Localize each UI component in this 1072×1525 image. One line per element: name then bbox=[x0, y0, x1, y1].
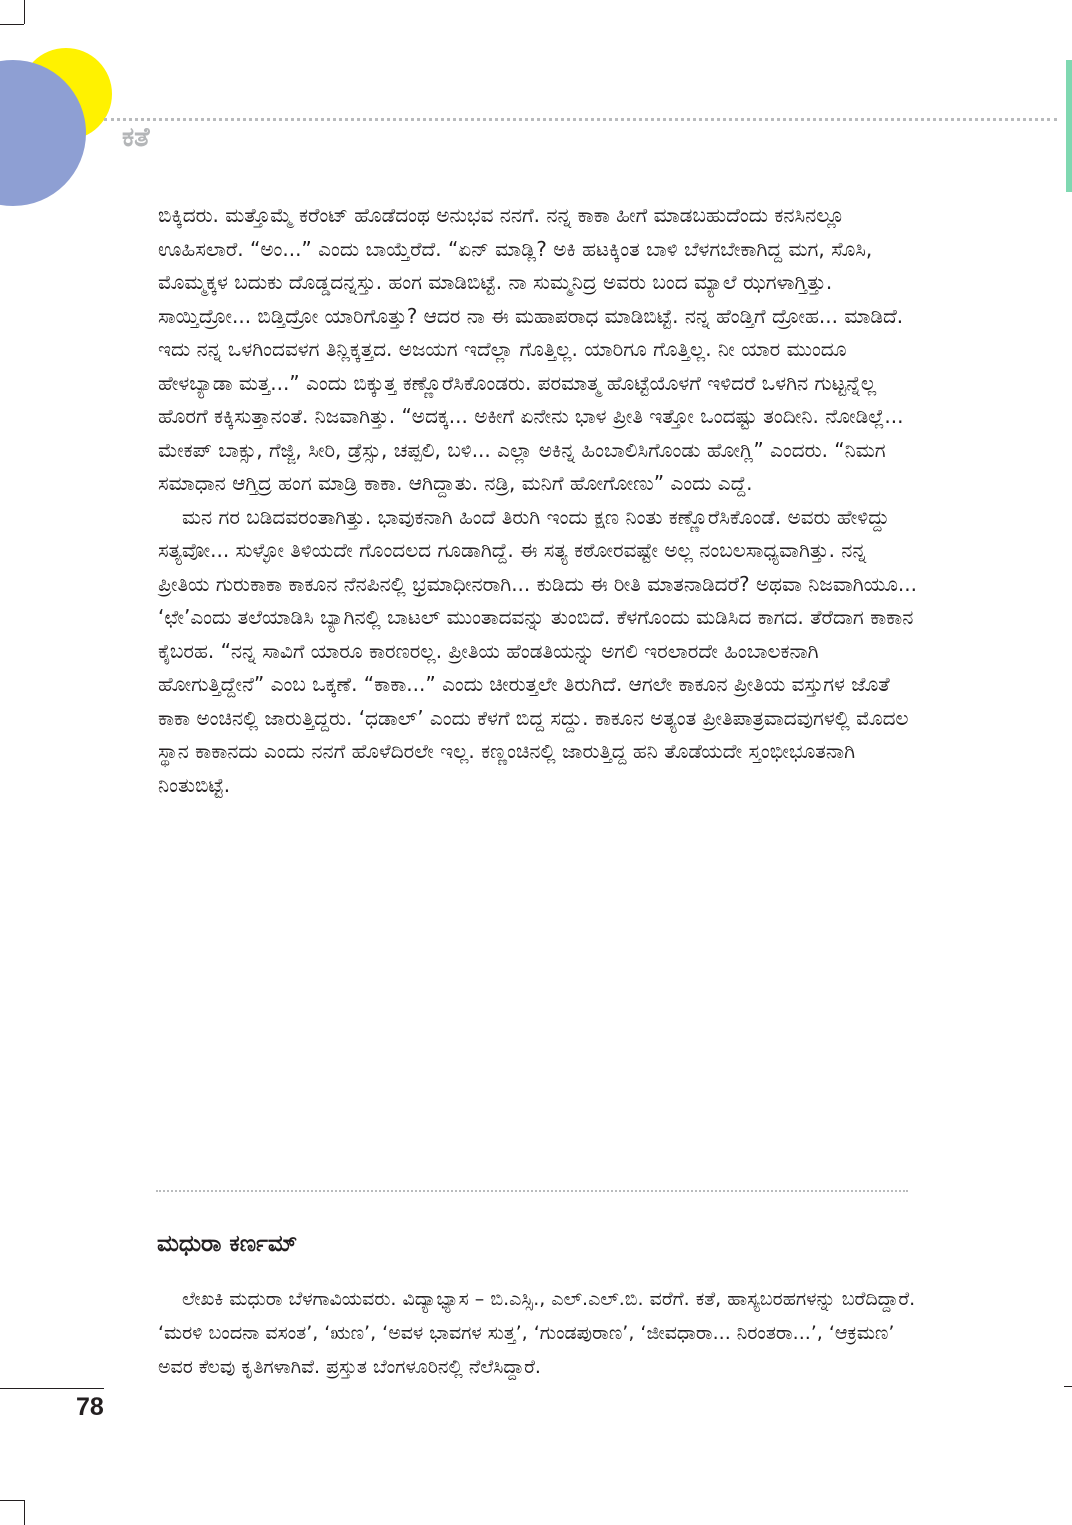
crop-mark-bottom-left-vertical bbox=[24, 1500, 25, 1525]
section-label: ಕತೆ bbox=[122, 122, 150, 153]
decorative-green-bar bbox=[1066, 60, 1072, 192]
crop-mark-top-left-horizontal bbox=[0, 24, 24, 25]
crop-mark-bottom-left-horizontal bbox=[0, 1500, 24, 1501]
story-paragraph: ಮನ ಗರ ಬಡಿದವರಂತಾಗಿತ್ತು. ಭಾವುಕನಾಗಿ ಹಿಂದೆ ತಿರುಗಿ ಇಂದು ಕ್ಷಣ ನಿಂತು ಕಣ್ಣೊರೆಸಿಕೊಂಡೆ. ಅವರು ಹೇಳಿದ್ದು ಸತ್ಯವೋ... ಸುಳ್ಳೋ ತಿಳಿಯದೇ ಗೊಂದಲದ ಗೂಡಾಗಿದ್ದೆ. ಈ ಸತ್ಯ ಕಠೋರವಷ್ಟೇ ಅಲ್ಲ ನಂಬಲಸಾಧ್ಯವಾಗಿತ್ತು. ನನ್ನ ಪ್ರೀತಿಯ ಗುರುಕಾಕಾ ಕಾಕೂನ ನೆನಪಿನಲ್ಲಿ ಭ್ರಮಾಧೀನರಾಗಿ... ಕುಡಿದು ಈ ರೀತಿ ಮಾತನಾಡಿದರೆ? ಅಥವಾ ನಿಜವಾಗಿಯೂ... ‘ಛೇ’ಎಂದು ತಲೆಯಾಡಿಸಿ ಬ್ಯಾಗಿನಲ್ಲಿ ಬಾಟಲ್ ಮುಂತಾದವನ್ನು ತುಂಬಿದೆ. ಕೆಳಗೊಂದು ಮಡಿಸಿದ ಕಾಗದ. ತೆರೆದಾಗ ಕಾಕಾನ ಕೈಬರಹ. “ನನ್ನ ಸಾವಿಗೆ ಯಾರೂ ಕಾರಣರಲ್ಲ. ಪ್ರೀತಿಯ ಹೆಂಡತಿಯನ್ನು ಅಗಲಿ ಇರಲಾರದೇ ಹಿಂಬಾಲಕನಾಗಿ ಹೋಗುತ್ತಿದ್ದೇನೆ” ಎಂಬ ಒಕ್ಕಣೆ. “ಕಾಕಾ...” ಎಂದು ಚೀರುತ್ತಲೇ ತಿರುಗಿದೆ. ಆಗಲೇ ಕಾಕೂನ ಪ್ರೀತಿಯ ವಸ್ತುಗಳ ಜೊತೆ ಕಾಕಾ ಅಂಚಿನಲ್ಲಿ ಜಾರುತ್ತಿದ್ದರು. ‘ಧಡಾಲ್’ ಎಂದು ಕೆಳಗೆ ಬಿದ್ದ ಸದ್ದು. ಕಾಕೂನ ಅತ್ಯಂತ ಪ್ರೀತಿಪಾತ್ರವಾದವುಗಳಲ್ಲಿ ಮೊದಲ ಸ್ಥಾನ ಕಾಕಾನದು ಎಂದು ನನಗೆ ಹೊಳೆದಿರಲೇ ಇಲ್ಲ. ಕಣ್ಣಂಚಿನಲ್ಲಿ ಜಾರುತ್ತಿದ್ದ ಹನಿ ತೊಡೆಯದೇ ಸ್ತಂಭೀಭೂತನಾಗಿ ನಿಂತುಬಿಟ್ಟೆ. bbox=[158, 504, 917, 797]
author-section-divider bbox=[156, 1190, 908, 1192]
header-dotted-rule bbox=[104, 118, 1057, 121]
story-paragraph: ಬಿಕ್ಕಿದರು. ಮತ್ತೊಮ್ಮೆ ಕರೆಂಟ್ ಹೊಡೆದಂಥ ಅನುಭವ ನನಗೆ. ನನ್ನ ಕಾಕಾ ಹೀಗೆ ಮಾಡಬಹುದೆಂದು ಕನಸಿನಲ್ಲೂ ಊಹಿಸಲಾರೆ. “ಅಂ...” ಎಂದು ಬಾಯ್ತೆರೆದೆ. “ಏನ್ ಮಾಡ್ಲಿ? ಅಕಿ ಹಟಕ್ಕಿಂತ ಬಾಳಿ ಬೆಳಗಬೇಕಾಗಿದ್ದ ಮಗ, ಸೊಸಿ, ಮೊಮ್ಮಕ್ಕಳ ಬದುಕು ದೊಡ್ಡದನ್ನಸ್ತು. ಹಂಗ ಮಾಡಿಬಿಟ್ಟೆ. ನಾ ಸುಮ್ಮನಿದ್ರ ಅವರು ಬಂದ ಮ್ಯಾಲೆ ಝಗಳಾಗ್ತಿತ್ತು. ಸಾಯ್ತಿದ್ರೋ... ಬಿಡ್ತಿದ್ರೋ ಯಾರಿಗೊತ್ತು? ಆದರ ನಾ ಈ ಮಹಾಪರಾಧ ಮಾಡಿಬಿಟ್ಟೆ. ನನ್ನ ಹೆಂಡ್ತಿಗೆ ದ್ರೋಹ... ಮಾಡಿದೆ. ಇದು ನನ್ನ ಒಳಗಿಂದವಳಗ ತಿನ್ಲಿಕ್ಕತ್ತದ. ಅಜಯಗ ಇದೆಲ್ಲಾ ಗೊತ್ತಿಲ್ಲ. ಯಾರಿಗೂ ಗೊತ್ತಿಲ್ಲ. ನೀ ಯಾರ ಮುಂದೂ ಹೇಳಬ್ಯಾಡಾ ಮತ್ತ...” ಎಂದು ಬಿಕ್ಕುತ್ತ ಕಣ್ಣೊರೆಸಿಕೊಂಡರು. ಪರಮಾತ್ಮ ಹೊಟ್ಟೆಯೊಳಗೆ ಇಳಿದರೆ ಒಳಗಿನ ಗುಟ್ಟನ್ನೆಲ್ಲ ಹೊರಗೆ ಕಕ್ಕಿಸುತ್ತಾನಂತೆ. ನಿಜವಾಗಿತ್ತು. “ಅದಕ್ಕ... ಅಕೀಗೆ ಏನೇನು ಭಾಳ ಪ್ರೀತಿ ಇತ್ತೋ ಒಂದಷ್ಟು ತಂದೀನಿ. ನೋಡಿಲ್ಲೆ... ಮೇಕಪ್ ಬಾಕ್ಸು, ಗೆಜ್ಜಿ, ಸೀರಿ, ಡ್ರೆಸ್ಸು, ಚಪ್ಪಲಿ, ಬಳಿ... ಎಲ್ಲಾ ಅಕಿನ್ನ ಹಿಂಬಾಲಿಸಿಗೊಂಡು ಹೋಗ್ಲಿ” ಎಂದರು. “ನಿಮಗ ಸಮಾಧಾನ ಆಗ್ತಿದ್ರ ಹಂಗ ಮಾಡ್ರಿ ಕಾಕಾ. ಆಗಿದ್ದಾತು. ನಡ್ರಿ, ಮನಿಗೆ ಹೋಗೋಣು” ಎಂದು ಎದ್ದೆ. bbox=[158, 203, 904, 495]
crop-mark-top-left-vertical bbox=[24, 0, 25, 24]
story-body bbox=[158, 199, 918, 802]
crop-mark-right-tick bbox=[1064, 1386, 1072, 1387]
author-name: ಮಧುರಾ ಕರ್ಣಮ್ bbox=[157, 1231, 298, 1257]
page-number: 78 bbox=[76, 1393, 104, 1421]
page-number-rule bbox=[0, 1388, 104, 1389]
author-bio: ಲೇಖಕಿ ಮಧುರಾ ಬೆಳಗಾವಿಯವರು. ವಿದ್ಯಾಭ್ಯಾಸ – ಬಿ.ಎಸ್ಸಿ., ಎಲ್.ಎಲ್.ಬಿ. ವರೆಗೆ. ಕತೆ, ಹಾಸ್ಯಬರಹಗಳನ್ನು ಬರೆದಿದ್ದಾರೆ. ‘ಮರಳಿ ಬಂದನಾ ವಸಂತ’, ‘ಋಣ’, ‘ಅವಳ ಭಾವಗಳ ಸುತ್ತ’, ‘ಗುಂಡಪುರಾಣ’, ‘ಜೀವಧಾರಾ... ನಿರಂತರಾ...’, ‘ಆಕ್ರಮಣ’ ಅವರ ಕೆಲವು ಕೃತಿಗಳಾಗಿವೆ. ಪ್ರಸ್ತುತ ಬೆಂಗಳೂರಿನಲ್ಲಿ ನೆಲೆಸಿದ್ದಾರೆ. bbox=[158, 1288, 916, 1378]
